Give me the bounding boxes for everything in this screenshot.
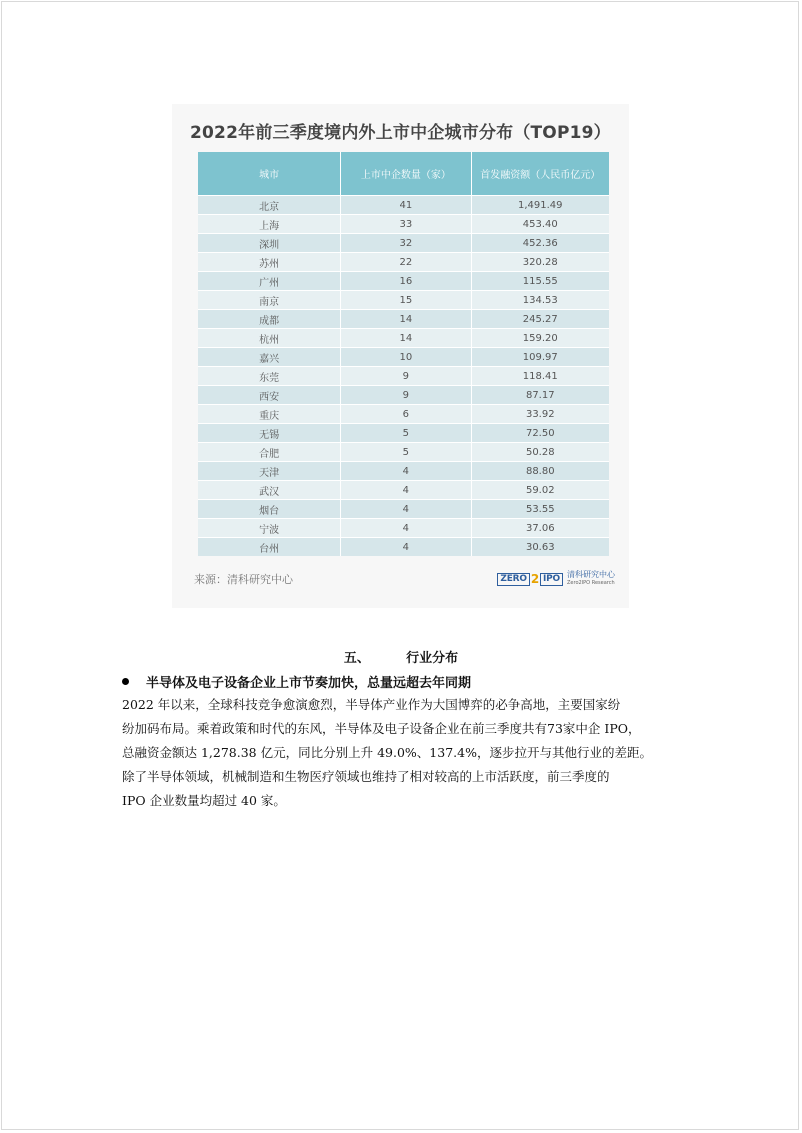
cell-financing: 72.50 — [472, 423, 609, 442]
cell-count: 41 — [341, 195, 471, 214]
table-row — [198, 233, 609, 252]
cell-financing: 1,491.49 — [472, 195, 609, 214]
cell-financing: 30.63 — [472, 537, 609, 556]
cell-count: 10 — [341, 347, 471, 366]
cell-financing: 88.80 — [472, 461, 609, 480]
column-header-city: 城市 — [198, 152, 341, 195]
cell-city: 西安 — [198, 385, 341, 404]
table-row — [198, 309, 609, 328]
cell-count: 5 — [341, 423, 471, 442]
table-row — [198, 537, 609, 556]
cell-count: 4 — [341, 480, 471, 499]
cell-financing: 109.97 — [472, 347, 609, 366]
table-row — [198, 423, 609, 442]
cell-financing: 33.92 — [472, 404, 609, 423]
column-header-financing: 首发融资额（人民币亿元） — [472, 152, 609, 195]
logo-mark-right: IPO — [540, 573, 563, 586]
table-row — [198, 271, 609, 290]
cell-city: 嘉兴 — [198, 347, 341, 366]
cell-city: 苏州 — [198, 252, 341, 271]
logo-name-en: Zero2IPO Research — [567, 580, 615, 586]
sub-heading — [122, 672, 471, 691]
cell-city: 深圳 — [198, 233, 341, 252]
cell-count: 14 — [341, 328, 471, 347]
cell-city: 重庆 — [198, 404, 341, 423]
paragraph-line: IPO 企业数量均超过 40 家。 — [122, 793, 286, 808]
paragraph-line: 总融资金额达 1,278.38 亿元，同比分别上升 49.0%、137.4%，逐步拉开与其他行业的差距。 — [122, 745, 652, 760]
cell-city: 成都 — [198, 309, 341, 328]
table-row — [198, 480, 609, 499]
cell-city: 南京 — [198, 290, 341, 309]
table-row — [198, 290, 609, 309]
cell-financing: 37.06 — [472, 518, 609, 537]
table-row — [198, 347, 609, 366]
cell-financing: 134.53 — [472, 290, 609, 309]
cell-city: 台州 — [198, 537, 341, 556]
cell-financing: 118.41 — [472, 366, 609, 385]
cell-city: 上海 — [198, 214, 341, 233]
cell-financing: 50.28 — [472, 442, 609, 461]
figure-source: 来源：清科研究中心 — [194, 573, 293, 586]
figure-title: 2022年前三季度境内外上市中企城市分布（TOP19） — [190, 123, 611, 143]
table-body — [198, 195, 609, 556]
city-distribution-figure — [172, 104, 629, 608]
cell-financing: 245.27 — [472, 309, 609, 328]
cell-financing: 115.55 — [472, 271, 609, 290]
logo-mark-mid: 2 — [530, 572, 539, 586]
cell-count: 33 — [341, 214, 471, 233]
cell-financing: 53.55 — [472, 499, 609, 518]
cell-city: 东莞 — [198, 366, 341, 385]
body-paragraph — [122, 693, 682, 813]
cell-count: 4 — [341, 461, 471, 480]
table-row — [198, 461, 609, 480]
cell-count: 14 — [341, 309, 471, 328]
section-title: 行业分布 — [406, 651, 459, 666]
cell-financing: 59.02 — [472, 480, 609, 499]
table-row — [198, 252, 609, 271]
column-header-count: 上市中企数量（家） — [341, 152, 471, 195]
table-row — [198, 366, 609, 385]
cell-count: 4 — [341, 499, 471, 518]
cell-count: 4 — [341, 537, 471, 556]
cell-financing: 159.20 — [472, 328, 609, 347]
logo-name-cn: 清科研究中心 — [567, 570, 615, 579]
cell-count: 22 — [341, 252, 471, 271]
cell-count: 15 — [341, 290, 471, 309]
cell-city: 烟台 — [198, 499, 341, 518]
logo-mark-left: ZERO — [497, 573, 529, 586]
paragraph-line: 2022 年以来，全球科技竞争愈演愈烈，半导体产业作为大国博弈的必争高地，主要国家纷 — [122, 697, 621, 712]
cell-financing: 320.28 — [472, 252, 609, 271]
cell-count: 5 — [341, 442, 471, 461]
cell-count: 9 — [341, 385, 471, 404]
table-row — [198, 328, 609, 347]
city-distribution-table — [198, 152, 609, 556]
cell-city: 无锡 — [198, 423, 341, 442]
section-heading — [0, 647, 802, 666]
section-number: 五、 — [343, 651, 370, 666]
cell-count: 4 — [341, 518, 471, 537]
paragraph-line: 纷加码布局。乘着政策和时代的东风，半导体及电子设备企业在前三季度共有73家中企 IPO， — [122, 721, 641, 736]
table-row — [198, 499, 609, 518]
cell-count: 16 — [341, 271, 471, 290]
cell-financing: 87.17 — [472, 385, 609, 404]
cell-city: 合肥 — [198, 442, 341, 461]
cell-city: 宁波 — [198, 518, 341, 537]
sub-heading-text: 半导体及电子设备企业上市节奏加快，总量远超去年同期 — [146, 676, 472, 691]
cell-count: 9 — [341, 366, 471, 385]
table-row — [198, 195, 609, 214]
table-row — [198, 518, 609, 537]
cell-count: 32 — [341, 233, 471, 252]
table-row — [198, 385, 609, 404]
cell-city: 武汉 — [198, 480, 341, 499]
logo-text — [567, 570, 615, 588]
cell-financing: 453.40 — [472, 214, 609, 233]
cell-city: 北京 — [198, 195, 341, 214]
table-row — [198, 442, 609, 461]
cell-financing: 452.36 — [472, 233, 609, 252]
cell-city: 广州 — [198, 271, 341, 290]
table-row — [198, 214, 609, 233]
logo-mark — [497, 572, 563, 586]
table-header-row — [198, 152, 609, 195]
cell-city: 杭州 — [198, 328, 341, 347]
cell-city: 天津 — [198, 461, 341, 480]
cell-count: 6 — [341, 404, 471, 423]
bullet-icon — [122, 678, 129, 685]
zero2ipo-logo — [497, 570, 615, 588]
paragraph-line: 除了半导体领域，机械制造和生物医疗领域也维持了相对较高的上市活跃度，前三季度的 — [122, 769, 610, 784]
table-row — [198, 404, 609, 423]
